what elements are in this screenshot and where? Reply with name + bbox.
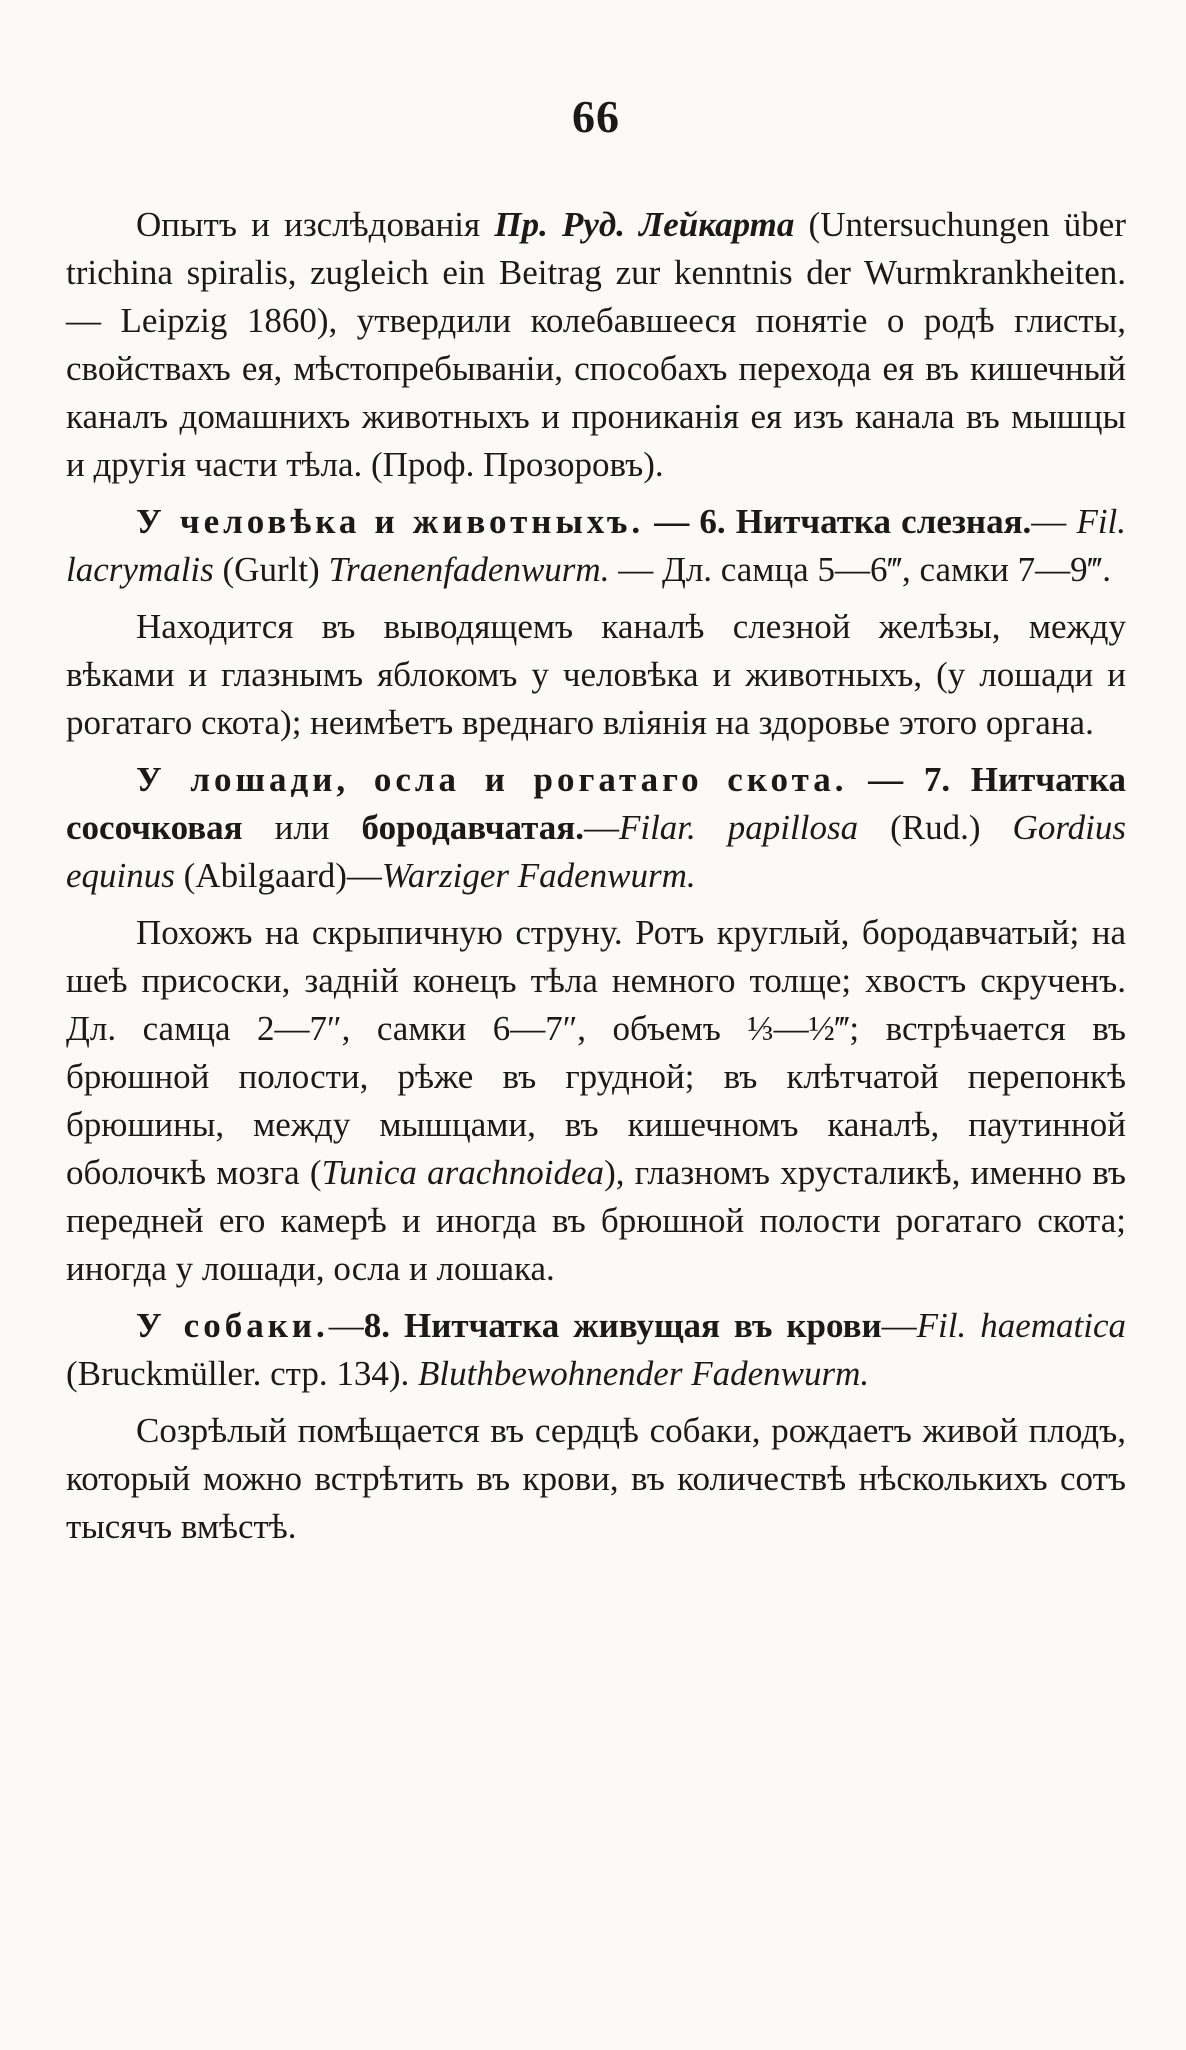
text-run: Gordius equinus	[66, 808, 1126, 895]
text-run: У собаки.	[136, 1306, 329, 1345]
text-run: —	[847, 760, 924, 799]
text-run: Fil. haematica	[916, 1306, 1126, 1345]
text-run: —	[644, 502, 700, 541]
text-run: Tunica arachnoidea	[321, 1153, 605, 1192]
paragraph-p5	[66, 909, 1126, 1293]
paragraph-p6	[66, 1302, 1126, 1398]
paragraph-p3	[66, 603, 1126, 747]
text-run: 7. Нитчатка сосочковая	[66, 760, 1126, 847]
text-run: или	[242, 808, 362, 847]
text-run: Warziger Fadenwurm.	[381, 856, 696, 895]
text-run: —	[583, 808, 619, 847]
paragraph-p1	[66, 201, 1126, 489]
text-run: Пр. Руд. Лейкарта	[494, 205, 795, 244]
text-run: Похожъ на скрыпичную струну. Ротъ круглый, бородавчатый; на шеѣ присоски, заднiй конецъ тѣла немного толще; хвостъ скрученъ. Дл. самца 2—7″, самки 6—7″, объемъ ⅓—½‴; встрѣчается въ брюшной полости, рѣже въ грудной; въ клѣтчатой перепонкѣ брюшины, между мышцами, въ кишечномъ каналѣ, паутинной оболочкѣ мозга (	[66, 913, 1126, 1192]
text-run: бородавчатая.	[361, 808, 584, 847]
text-run: Находится въ выводящемъ каналѣ слезной желѣзы, между вѣками и глазнымъ яблокомъ у человѣка и животныхъ, (у лошади и рогатаго скота); неимѣетъ вреднаго вліянія на здоровье этого органа.	[66, 607, 1126, 742]
text-run: Traenenfadenwurm.	[328, 550, 610, 589]
text-run: Fil. lacrymalis	[66, 502, 1127, 589]
text-run: —	[881, 1306, 917, 1345]
text-run: ), глазномъ хрусталикѣ, именно въ передней его камерѣ и иногда въ брюшной полости рогатаго скота; иногда у лошади, осла и лошака.	[66, 1153, 1126, 1288]
text-run: —	[328, 1306, 364, 1345]
text-run: Опытъ и изслѣдованія	[136, 205, 495, 244]
text-run: (Gurlt)	[213, 550, 329, 589]
text-run: У человѣка и животныхъ.	[136, 502, 645, 541]
text-run: Созрѣлый помѣщается въ сердцѣ собаки, рождаетъ живой плодъ, который можно встрѣтить въ крови, въ количествѣ нѣсколькихъ сотъ тысячъ вмѣстѣ.	[66, 1411, 1126, 1546]
paragraph-p2	[66, 498, 1126, 594]
paragraph-p7	[66, 1407, 1126, 1551]
text-run: Filar. papillosa	[618, 808, 859, 847]
text-run: (Abilgaard)—	[174, 856, 382, 895]
text-run: (Rud.)	[858, 808, 1013, 847]
text-run: — Дл. самца 5—6‴, самки 7—9‴.	[609, 550, 1111, 589]
text-run: (Untersuchungen über trichina spiralis, zugleich ein Beitrag zur kenntnis der Wurmkrankheiten. — Leipzig 1860), утвердили колебавшееся понятіе о родѣ глисты, свойствахъ ея, мѣстопребываніи, способахъ перехода ея въ кишечный каналъ домашнихъ животныхъ и прониканія ея изъ канала въ мышцы и другія части тѣла. (Проф. Прозоровъ).	[66, 205, 1126, 484]
text-run: —	[1031, 502, 1077, 541]
body-text	[66, 201, 1126, 1551]
text-run: 8. Нитчатка живущая въ крови	[363, 1306, 882, 1345]
text-run: У лошади, осла и рогатаго скота.	[136, 760, 848, 799]
text-run: 6. Нитчатка слезная.	[699, 502, 1032, 541]
text-run: Bluthbewohnender Fadenwurm.	[418, 1354, 870, 1393]
paragraph-p4	[66, 756, 1126, 900]
page-number: 66	[572, 91, 620, 142]
text-run: (Bruckmüller. стр. 134).	[66, 1354, 419, 1393]
